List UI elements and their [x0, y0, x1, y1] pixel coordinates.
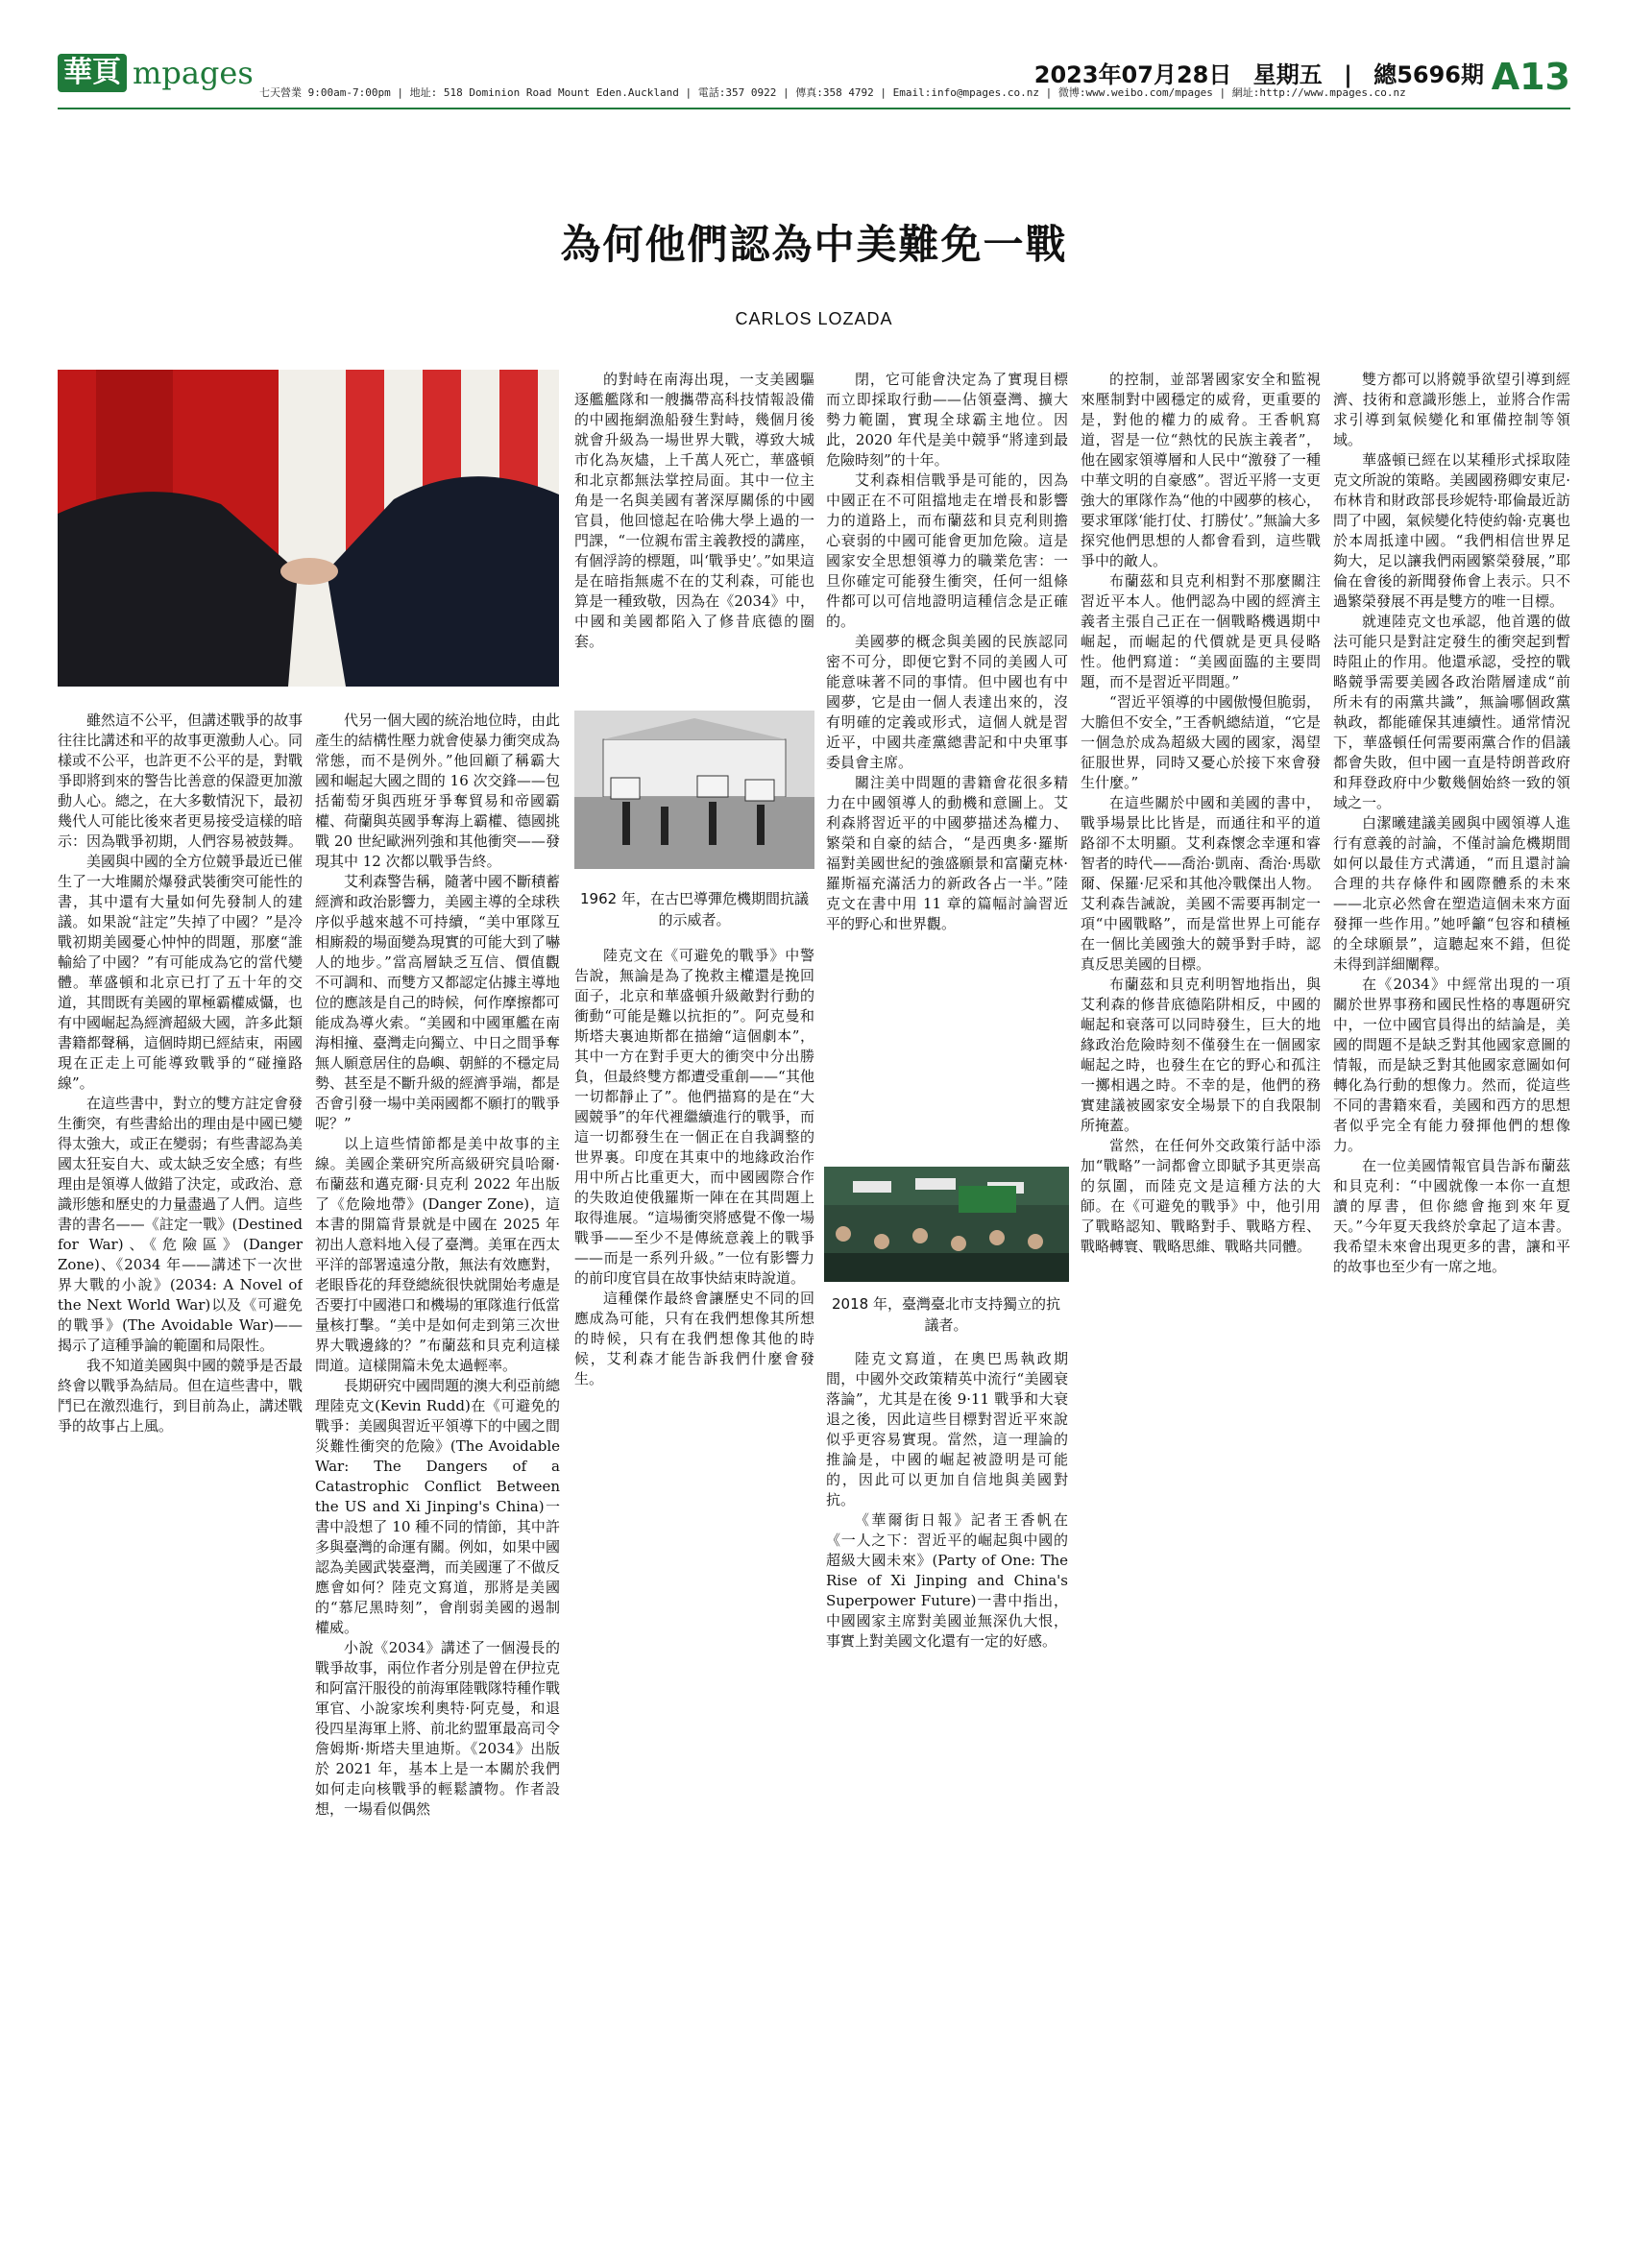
rally-illustration — [824, 1167, 1069, 1282]
dateline — [1034, 56, 1484, 89]
paragraph: 白潔曦建議美國與中國領導人進行有意義的討論，不僅討論危機期間如何以最佳方式溝通，“而且還討論合理的共存條件和國際體系的未來——北京必然會在塑造這個未來方面發揮一些作用。”她呼籲“包容和積極的全球願景”，這聽起來不錯，但從未得到詳細闡釋。 — [1333, 814, 1570, 973]
protest-photo — [574, 711, 814, 869]
logo-brand: mpages — [133, 55, 254, 91]
issue-date: 2023年07月28日 — [1033, 61, 1232, 88]
paragraph: 這種傑作最終會讓歷史不同的回應成為可能，只有在我們想像其所想的時候，只有在我們想像其他的時候，艾利森才能告訴我們什麼會發生。 — [574, 1290, 814, 1387]
paragraph: 關注美中問題的書籍會花很多精力在中國領導人的動機和意圖上。艾利森將習近平的中國夢描述為權力、繁榮和自豪的結合，“是西奧多·羅斯福對美國世紀的強盛願景和富蘭克林·羅斯福充滿活力的新政各占一半。”陸克文在書中用 11 章的篇幅討論習近平的野心和世界觀。 — [826, 774, 1068, 932]
paragraph: 的控制，並部署國家安全和監視來壓制對中國穩定的威脅，更重要的是，對他的權力的威脅。王香帆寫道，習是一位“熱忱的民族主義者”，他在國家領導層和人民中“激發了一種中華文明的自豪感”。習近平將一支更強大的軍隊作為“他的中國夢的核心，要求軍隊‘能打仗、打勝仗’。”無論大多探究他們思想的人都會看到，這些戰爭中的敵人。 — [1081, 371, 1321, 569]
paragraph: 當然，在任何外交政策行話中添加“戰略”一詞都會立即賦予其更崇高的氛圍，而陸克文是這種方法的大師。在《可避免的戰爭》中，他引用了戰略認知、戰略對手、戰略方程、戰略轉寰、戰略思維、戰略共同體。 — [1081, 1137, 1321, 1255]
handshake-photo — [58, 370, 559, 687]
paragraph: 陸克文在《可避免的戰爭》中警告說，無論是為了挽救主權還是挽回面子，北京和華盛頓升級敵對行動的衝動“可能是難以抗拒的”。阿克曼和斯塔夫裏迪斯都在描繪“這個劇本”，其中一方在對手更大的衝突中分出勝負，但最終雙方都遭受重創——“其他一切都靜止了”。他們描寫的是在“大國競爭”的年代裡繼續進行的戰爭，而這一切都發生在一個正在自我調整的世界裏。印度在其東中的地緣政治作用中所占比重更大，而中國國際合作的失敗迫使俄羅斯一陣在在其問題上取得進展。“這場衝突將感覺不像一場戰爭——至少不是傳統意義上的戰爭——而是一系列升級。”一位有影響力的前印度官員在故事快結束時說道。 — [574, 947, 814, 1287]
paragraph: 長期研究中國問題的澳大利亞前總理陸克文(Kevin Rudd)在《可避免的戰爭：美國與習近平領導下的中國之間災難性衝突的危險》(The Avoidable War: The Dangers of a Catastrophic Conflict Between the US and Xi Jinping's China)一書中設想了 10 種不同的情節，其中許多與臺灣的命運有關。例如，如果中國認為美國武裝臺灣，而美國運了不做反應會如何？陸克文寫道，那將是美國的“慕尼黑時刻”，會削弱美國的遏制權威。 — [315, 1377, 560, 1636]
paragraph: 艾利森相信戰爭是可能的，因為中國正在不可阻擋地走在增長和影響力的道路上，而布蘭茲和貝克利則擔心衰弱的中國可能會更加危險。這是國家安全思想領導力的職業危害：一旦你確定可能發生衝突，任何一組條件都可以可信地證明這種信念是正確的。 — [826, 471, 1068, 630]
paragraph: “習近平領導的中國傲慢但脆弱，大膽但不安全，”王香帆總結道，“它是一個急於成為超級大國的國家，渴望征服世界，同時又憂心於接下來會發生什麼。” — [1081, 693, 1321, 791]
paragraph: 雖然這不公平，但講述戰爭的故事往往比講述和平的故事更激動人心。同樣或不公平，也許更不公平的是，對戰爭即將到來的警告比善意的保證更加激動人心。總之，在大多數情況下，最初幾代人可能比後來者更易接受這樣的暗示：因為戰爭初期，人們容易被鼓舞。 — [58, 712, 303, 850]
paragraph: 我不知道美國與中國的競爭是否最終會以戰爭為結局。但在這些書中，戰鬥已在激烈進行，到目前為止，講述戰爭的故事占上風。 — [58, 1357, 303, 1435]
article-column-5 — [1081, 370, 1321, 2218]
rally-photo — [824, 1167, 1069, 1282]
paragraph: 雙方都可以將競爭欲望引導到經濟、技術和意識形態上，並將合作需求引導到氣候變化和軍備控制等領域。 — [1333, 371, 1570, 448]
mpages-logo[interactable] — [58, 54, 254, 92]
page-header — [58, 54, 1570, 111]
paragraph: 閉，它可能會決定為了實現目標而立即採取行動——佔領臺灣、擴大勢力範圍，實現全球霸主地位。因此，2020 年代是美中競爭“將達到最危險時刻”的十年。 — [826, 371, 1068, 469]
article-title: 為何他們認為中美難免一戰 — [560, 221, 1068, 268]
page-number: A13 — [1491, 56, 1570, 98]
logo-mark: 華頁 — [58, 54, 127, 92]
paragraph: 華盛頓已經在以某種形式採取陸克文所說的策略。美國國務卿安東尼·布林肯和財政部長珍妮特·耶倫最近訪問了中國，氣候變化特使約翰·克裏也於本周抵達中國。“我們相信世界足夠大，足以讓我們兩國繁榮發展，”耶倫在會後的新聞發佈會上表示。只不過繁榮發展不再是雙方的唯一目標。 — [1333, 451, 1570, 610]
article-column-3 — [574, 370, 814, 687]
paragraph: 布蘭茲和貝克利相對不那麼關注習近平本人。他們認為中國的經濟主義者主張自己正在一個戰略機遇期中崛起，而崛起的代價就是更具侵略性。他們寫道：“美國面臨的主要問題，而不是習近平問題。” — [1081, 572, 1321, 690]
issue-weekday: 星期五 — [1252, 61, 1323, 88]
divider: | — [1344, 61, 1352, 88]
paragraph: 陸克文寫道，在奧巴馬執政期間，中國外交政策精英中流行“美國衰落論”，尤其是在後 9·11 戰爭和大衰退之後，因此這些目標對習近平來說似乎更容易實現。當然，這一理論的推論是，中國的崛起被證明是可能的，因此可以更加自信地與美國對抗。 — [826, 1350, 1068, 1508]
paragraph: 小說《2034》講述了一個漫長的戰爭故事，兩位作者分別是曾在伊拉克和阿富汗服役的前海軍陸戰隊特種作戰軍官、小說家埃利奧特·阿克曼，和退役四星海軍上將、前北約盟軍最高司令詹姆斯·斯塔夫里迪斯。《2034》出版於 2021 年，基本上是一本關於我們如何走向核戰爭的輕鬆讀物。作者設想，一場看似偶然 — [315, 1639, 560, 1818]
paragraph: 在《2034》中經常出現的一項關於世界事務和國民性格的專題研究中，一位中國官員得出的結論是，美國的問題不是缺乏對其他國家意圖的情報，而是缺乏對其他國家意圖如何轉化為行動的想像力。然而，從這些不同的書籍來看，美國和西方的思想者似乎完全有能力發揮他們的想像力。 — [1333, 976, 1570, 1154]
paragraph: 《華爾街日報》記者王香帆在《一人之下：習近平的崛起與中國的超級大國未來》(Party of One: The Rise of Xi Jinping and China's Superpower Future)一書中指出，中國國家主席對美國並無深仇大恨，事實上對美國文化還有一定的好感。 — [826, 1511, 1068, 1650]
contact-info: 七天營業 9:00am-7:00pm | 地址: 518 Dominion Road Mount Eden.Auckland | 電話:357 0922 | 傳真:358 4792 | Email:info@mpages.co.nz | 微博:www.weibo.com/mpages | 網址:http://www.mpages.co.nz — [259, 86, 1406, 99]
paragraph: 美國與中國的全方位競爭最近已催生了一大堆關於爆發武裝衝突可能性的書，其中還有大量如何先發制人的建議。如果說“註定”失掉了中國？”是冷戰初期美國憂心忡忡的問題，那麼“誰輸給了中國？”有可能成為它的當代變體。華盛頓和北京已打了五十年的交道，其間既有美國的單極霸權威懾，也有中國崛起為經濟超級大國，許多此類書籍都聲稱，這個時期已經結束，兩國現在正走上可能導致戰爭的“碰撞路線”。 — [58, 853, 303, 1092]
header-rule — [58, 108, 1570, 109]
paragraph: 在一位美國情報官員告訴布蘭茲和貝克利：“中國就像一本你一直想讀的厚書，但你總會拖到來年夏天。”今年夏天我終於拿起了這本書。我希望未來會出現更多的書，讓和平的故事也至少有一席之地。 — [1333, 1157, 1570, 1275]
handshake-illustration — [58, 370, 559, 687]
article-column-6 — [1333, 370, 1570, 2218]
paragraph: 以上這些情節都是美中故事的主線。美國企業研究所高級研究員哈爾·布蘭茲和邁克爾·貝克利 2022 年出版了《危險地帶》(Danger Zone)，這本書的開篇背景就是中國在 2025 年初出人意料地入侵了臺灣。美軍在西太平洋的部署遠遠分散，無法有效應對，老眼昏花的拜登總統很快就開始考慮是否要打中國港口和機場的軍隊進行低當量核打擊。“美中是如何走到第三次世界大戰邊緣的？”布蘭茲和貝克利這樣問道。這樣開篇未免太過輕率。 — [315, 1135, 560, 1374]
paragraph: 代另一個大國的統治地位時，由此產生的結構性壓力就會使暴力衝突成為常態，而不是例外。”他回顧了稱霸大國和崛起大國之間的 16 次交鋒——包括葡萄牙與西班牙爭奪貿易和帝國霸權、荷蘭與英國爭奪海上霸權、德國挑戰 20 世紀歐洲列強和其他衝突——發現其中 12 次都以戰爭告終。 — [315, 712, 560, 870]
paragraph: 艾利森警告稱，隨著中國不斷積蓄經濟和政治影響力，美國主導的全球秩序似乎越來越不可持續，“美中軍隊互相廝殺的場面變為現實的可能大到了嚇人的地步。”當高層缺乏互信、價值觀不可調和、而雙方又都認定佔據主導地位的應該是自己的時候，何作摩擦都可能成為導火索。“美國和中國軍艦在南海相撞、臺灣走向獨立、中日之間爭奪無人願意居住的島嶼、朝鮮的不穩定局勢、甚至是不斷升級的經濟爭端，都是否會引發一場中美兩國都不願打的戰爭呢？” — [315, 873, 560, 1132]
article-column-1 — [58, 711, 303, 2218]
article-column-3-lower — [574, 946, 814, 2218]
paragraph: 的對峙在南海出現，一支美國驅逐艦艦隊和一艘攜帶高科技情報設備的中國拖網漁船發生對峙，幾個月後就會升級為一場世界大戰，導致大城市化為灰燼，上千萬人死亡，華盛頓和北京都無法掌控局面。其中一位主角是一名與美國有著深厚關係的中國官員，他回憶起在哈佛大學上過的一門課，“一位親布雷主義教授的講座，有個浮誇的標題，叫‘戰爭史’。”如果這是在暗指無處不在的艾利森，可能也算是一種致敬，因為在《2034》中，中國和美國都陷入了修昔底德的圈套。 — [574, 371, 814, 650]
rally-caption: 2018 年，臺灣臺北市支持獨立的抗議者。 — [832, 1295, 1060, 1334]
protest-caption: 1962 年，在古巴導彈危機期間抗議的示威者。 — [580, 890, 809, 929]
paragraph: 在這些書中，對立的雙方註定會發生衝突，有些書給出的理由是中國已變得太強大，或正在變弱；有些書認為美國太狂妄自大、或太缺乏安全感；有些理由是領導人做錯了決定，或政治、意識形態和歷史的力量盡過了人們。這些書的書名——《註定一戰》(Destined for War)、《危險區》(Danger Zone)、《2034 年——講述下一次世界大戰的小說》(2034: A Novel of the Next World War)以及《可避免的戰爭》(The Avoidable War)——揭示了這種爭論的範圍和局限性。 — [58, 1095, 303, 1354]
article-byline: CARLOS LOZADA — [735, 309, 893, 328]
issue-number: 總5696期 — [1373, 61, 1484, 88]
paragraph: 在這些關於中國和美國的書中，戰爭場景比比皆是，而通往和平的道路卻不太明顯。艾利森懷念幸運和睿智者的時代——喬治·凱南、喬治·馬歇爾、保羅·尼采和其他冷戰傑出人物。艾利森告誡說，美國不需要再制定一項“中國戰略”，而是當世界上可能存在一個比美國強大的競爭對手時，認真反思美國的目標。 — [1081, 794, 1321, 973]
paragraph: 就連陸克文也承認，他首選的做法可能只是對註定發生的衝突起到暫時阻止的作用。他還承認，受控的戰略競爭需要美國各政治階層達成“前所未有的兩黨共識”，無論哪個政黨執政，都能確保其連續性。通常情況下，華盛頓任何需要兩黨合作的倡議都會失敗，但中國一直是特朗普政府和拜登政府中少數幾個始終一致的領域之一。 — [1333, 613, 1570, 811]
article-column-4 — [826, 370, 1068, 1152]
paragraph: 美國夢的概念與美國的民族認同密不可分，即便它對不同的美國人可能意味著不同的事情。但中國也有中國夢，它是由一個人表達出來的，沒有明確的定義或形式，這個人就是習近平，中國共產黨總書記和中央軍事委員會主席。 — [826, 633, 1068, 771]
paragraph: 布蘭茲和貝克利明智地指出，與艾利森的修昔底德陷阱相反，中國的崛起和衰落可以同時發生，巨大的地緣政治危險時刻不僅發生在一個國家崛起之時，也發生在它的野心和孤注一擲相遇之時。不幸的是，他們的務實建議被國家安全場景下的自我限制所掩蓋。 — [1081, 976, 1321, 1134]
article-column-2 — [315, 711, 560, 2218]
article-column-4-lower — [826, 1349, 1068, 2218]
protest-illustration — [574, 711, 814, 869]
